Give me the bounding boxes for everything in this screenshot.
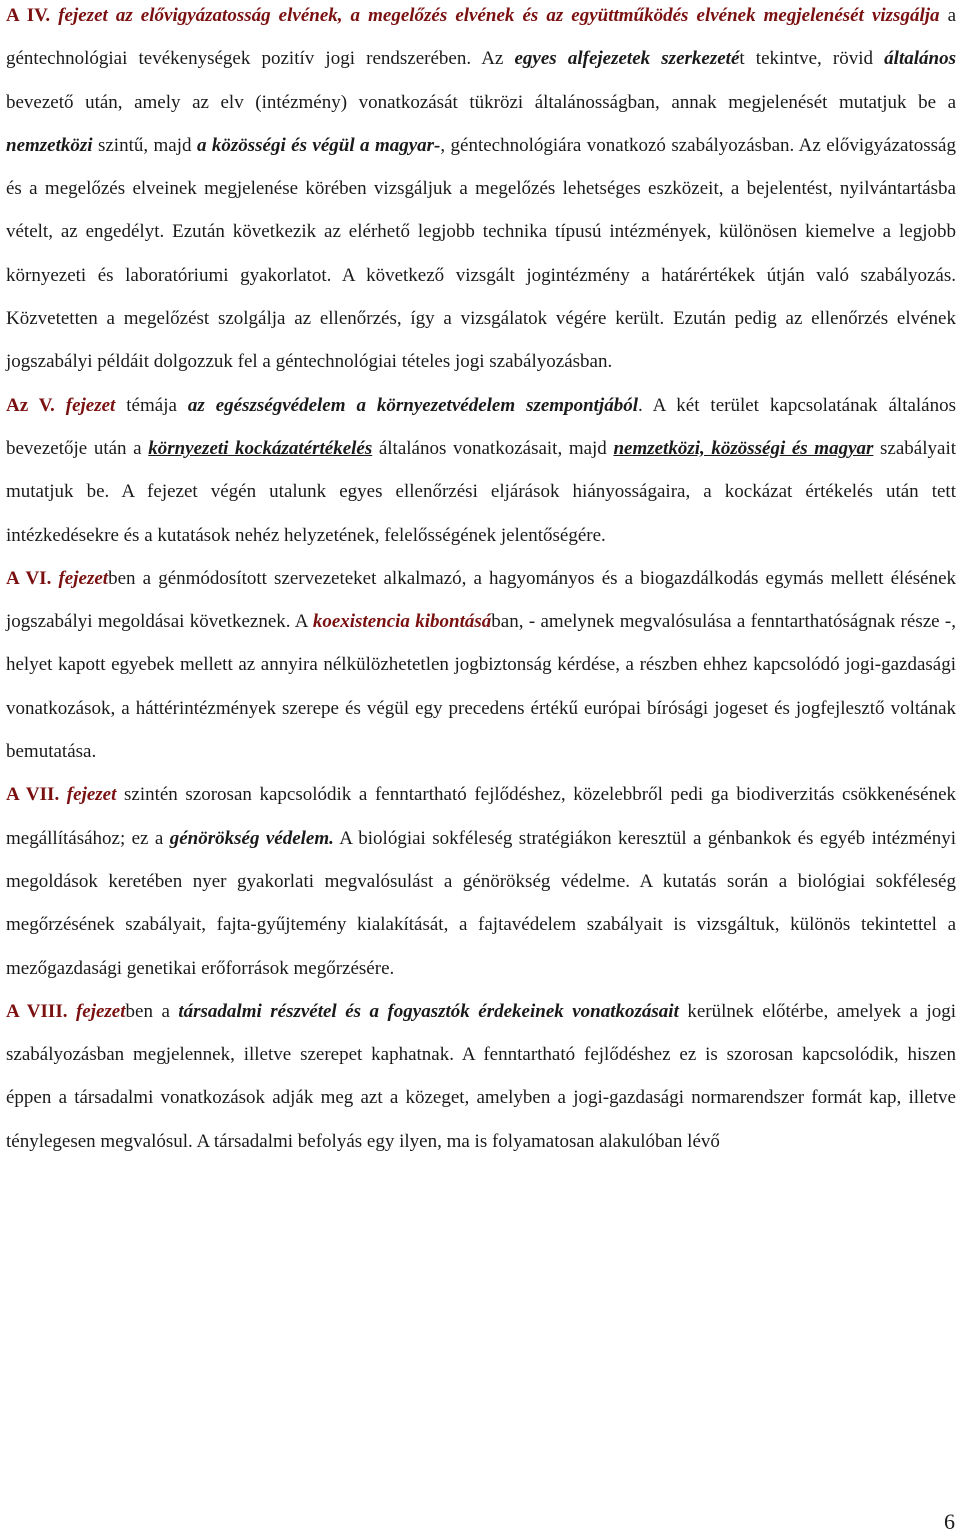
paragraph-chapter-6 bbox=[6, 557, 956, 773]
chapter-7-label: A VII. bbox=[6, 784, 60, 806]
emphasis-subchapter-structure: egyes alfejezetek szerkezeté bbox=[514, 48, 740, 70]
emphasis-coexistence: koexistencia kibontásá bbox=[312, 611, 492, 633]
text-run: ben a génmódosított szervezeteket alkalmazó, a hagyományos és a biogazdálkodás egymás mellett élésének jogszabályi megoldásai következnek. A bbox=[6, 567, 957, 633]
emphasis-general: általános bbox=[884, 48, 956, 70]
paragraph-chapter-5 bbox=[6, 384, 956, 557]
chapter-5-label: Az V. bbox=[6, 394, 55, 416]
text-run: . A két terület kapcsolatának általános bevezetője után a bbox=[6, 394, 957, 459]
text-run: , géntechnológiára vonatkozó szabályozásban. Az elővigyázatosság és a megelőzés elveinek megjelenése körében vizsgáljuk a megelőzés lehetséges eszközeit, a bejelentést, nyilvántartásba vételt, az engedélyt. Ezután következik az elérhető legjobb technika típusú intézmények, különösen kiemelve a legjobb környezeti és laboratóriumi gyakorlatot. A következő vizsgált jogintézmény a határértékek útján való szabályozás. Közvetetten a megelőzést szolgálja az ellenőrzés, így a vizsgálatok végére került. Ezután pedig az ellenőrzés elvének jogszabályi példáit dolgozzuk fel a géntechnológiai tételes jogi szabályozásban. bbox=[6, 134, 956, 373]
body-text bbox=[6, 0, 956, 1163]
emphasis-international: nemzetközi bbox=[6, 134, 93, 156]
chapter-5-word: fejezet bbox=[54, 394, 116, 416]
text-run: szabályait mutatjuk be. A fejezet végén utalunk egyes ellenőrzési eljárások hiányosságaira, a kockázat értékelés után tett intézkedésekre és a kutatások nehéz helyzetének, felelősségének jelentőségére. bbox=[6, 437, 956, 546]
chapter-6-word: fejezet bbox=[51, 567, 109, 589]
text-run: szintén szorosan kapcsolódik a fenntartható fejlődéshez, közelebbről pedi ga biodiverzitás csökkenésének megállításához; ez a bbox=[6, 784, 957, 849]
text-run: ben a bbox=[125, 1000, 179, 1022]
chapter-8-word: fejezet bbox=[67, 1000, 126, 1022]
chapter-7-word: fejezet bbox=[59, 784, 117, 806]
text-run: ban, - amelynek megvalósulása a fenntarthatóságnak része -, helyet kapott egyebek mellett az annyira nélkülözhetetlen jogbiztonság kérdése, a részben ehhez kapcsolódó jogi-gazdasági vonatkozások, a háttérintézmények szerepe és végül egy precedens értékű európai bírósági jogeset és jogfejlesztő voltának bemutatása. bbox=[6, 611, 956, 763]
emphasis-levels: nemzetközi, közösségi és magyar bbox=[613, 437, 874, 459]
page-number: 6 bbox=[944, 1509, 955, 1534]
text-run: bevezető után, amely az elv (intézmény) vonatkozását tükrözi általánosságban, annak megjelenését mutatjuk be a bbox=[6, 91, 956, 113]
paragraph-chapter-8 bbox=[6, 990, 956, 1163]
emphasis-community-hungarian: a közösségi és végül a magyar- bbox=[196, 134, 441, 156]
chapter-8-label: A VIII. bbox=[6, 1000, 68, 1022]
paragraph-chapter-4 bbox=[6, 0, 956, 384]
text-run: kerülnek előtérbe, amelyek a jogi szabályozásban megjelennek, illetve szerepet kaphatnak. A fenntartható fejlődéshez ez is szorosan kapcsolódik, hiszen éppen a társadalmi vonatkozások adják meg azt a közeget, amelyben a jogi-gazdasági normarendszer formát kap, illetve ténylegesen megvalósul. A társadalmi befolyás egy ilyen, ma is folyamatosan alakulóban lévő bbox=[6, 1000, 956, 1152]
emphasis-gene-heritage: génörökség védelem. bbox=[169, 827, 334, 849]
text-run: t tekintve, rövid bbox=[739, 48, 885, 70]
emphasis-social-participation: társadalmi részvétel és a fogyasztók érdekeinek vonatkozásait bbox=[178, 1000, 679, 1022]
text-run: a géntechnológiai tevékenységek pozitív jogi rendszerében. Az bbox=[6, 5, 957, 70]
emphasis-risk-assessment: környezeti kockázatértékelés bbox=[148, 437, 373, 459]
text-run: A biológiai sokféleség stratégiákon keresztül a génbankok és egyéb intézményi megoldások keretében nyer gyakorlati megvalósulást a génörökség védelme. A kutatás során a biológiai sokféleség megőrzésének szabályait, fajta-gyűjtemény kialakítását, a fajtavédelem szabályait is vizsgáltuk, különös tekintettel a mezőgazdasági genetikai erőforrások megőrzésére. bbox=[6, 827, 956, 979]
text-run: témája bbox=[115, 394, 188, 416]
chapter-4-topic: fejezet az elővigyázatosság elvének, a megelőzés elvének és az együttműködés elvének megjelenését vizsgálja bbox=[50, 5, 940, 26]
chapter-6-label: A VI. bbox=[6, 567, 52, 589]
paragraph-chapter-7 bbox=[6, 773, 956, 989]
emphasis-health-protection: az egészségvédelem a környezetvédelem szempontjából bbox=[187, 394, 638, 416]
chapter-4-label: A IV. bbox=[6, 5, 51, 26]
text-run: szintű, majd bbox=[92, 134, 197, 156]
text-run: általános vonatkozásait, majd bbox=[372, 437, 614, 459]
